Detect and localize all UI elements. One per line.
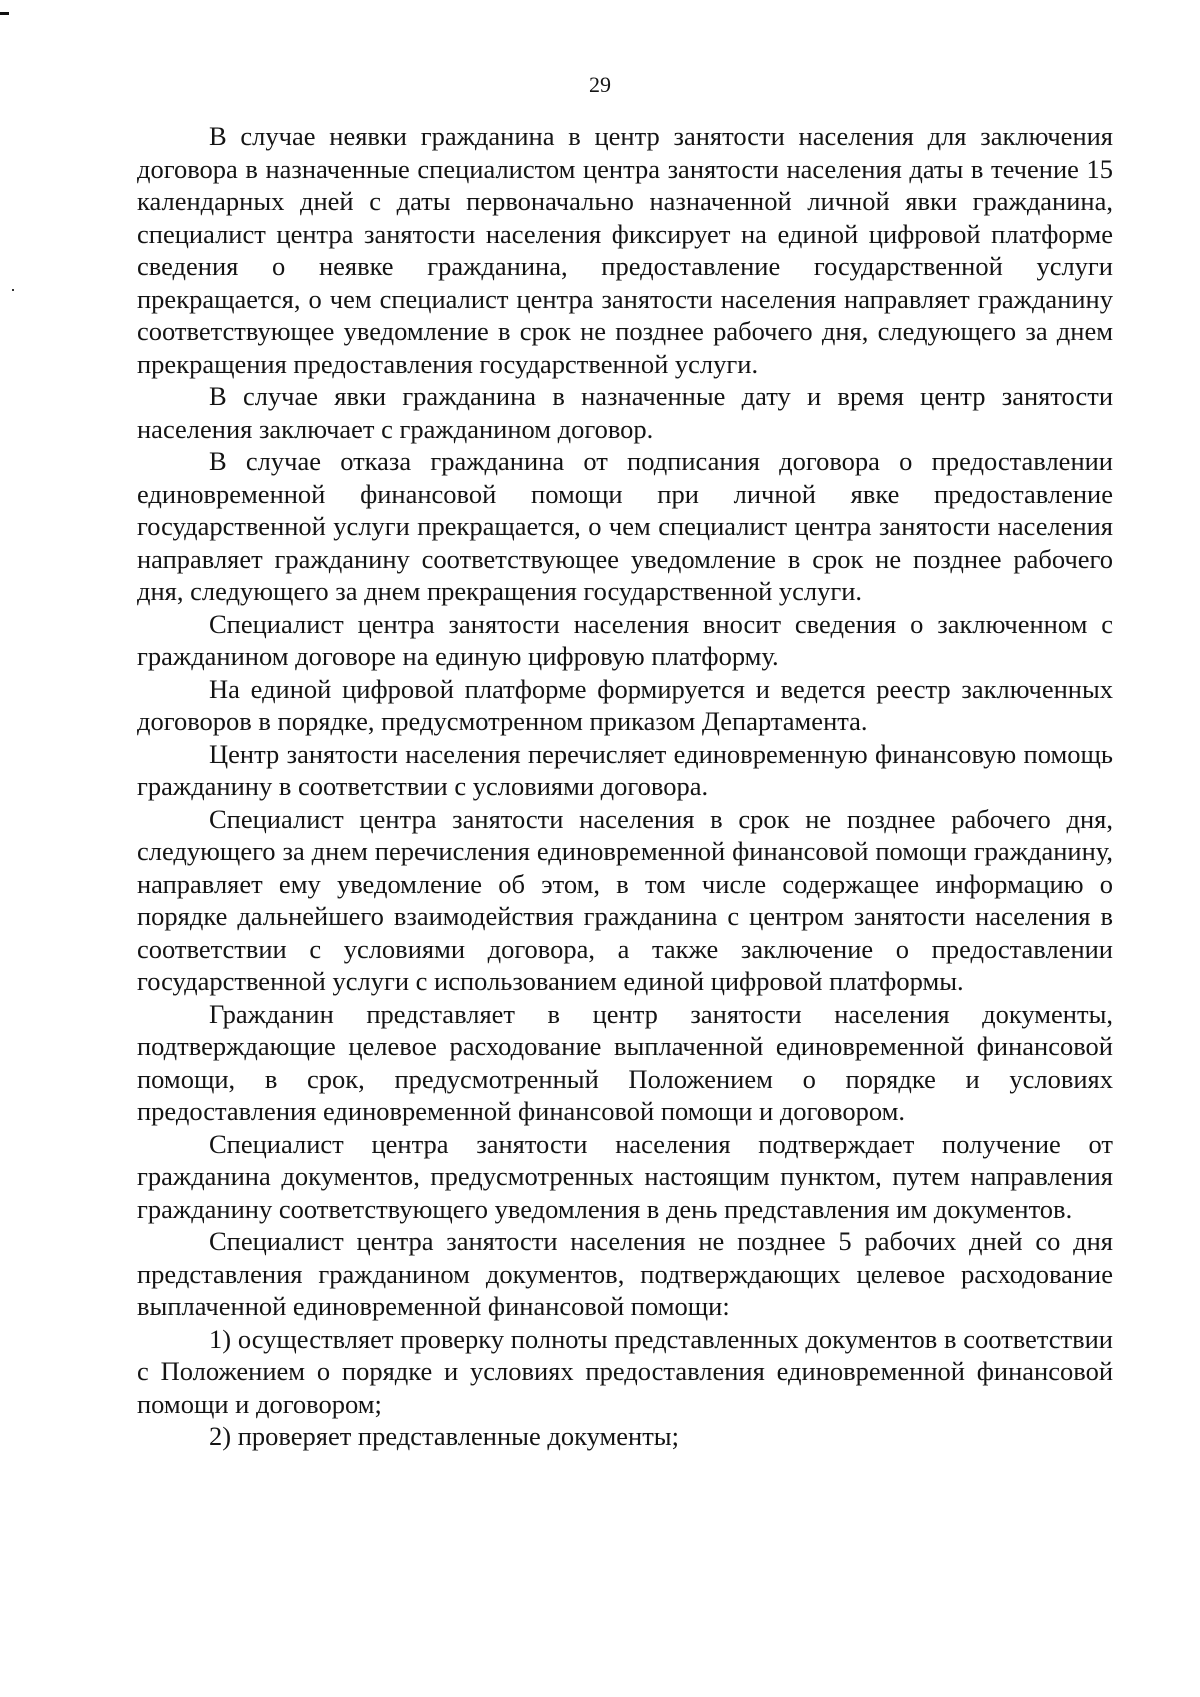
paragraph-notification: Специалист центра занятости населения в срок не позднее рабочего дня, следующего за днем перечисления единовременной финансовой помощи гражданину, направляет ему уведомление об этом, в том числе содержащее информацию о порядке дальнейшего взаимодействия гражданина с центром занятости населения в соответствии с условиями договора, а также заключение о предоставлении государственной услуги с использованием единой цифровой платформы.	[137, 803, 1113, 996]
scan-speck	[12, 289, 14, 291]
paragraph-no-show: В случае неявки гражданина в центр занятости населения для заключения договора в назначенные специалистом центра занятости населения даты в течение 15 календарных дней с даты первоначально назначенной личной явки гражданина, специалист центра занятости населения фиксирует на единой цифровой платформе сведения о неявке гражданина, предоставление государственной услуги прекращается, о чем специалист центра занятости населения направляет гражданину соответствующее уведомление в срок не позднее рабочего дня, следующего за днем прекращения предоставления государственной услуги.	[137, 121, 1113, 379]
paragraph-registry: На единой цифровой платформе формируется и ведется реестр заключенных договоров в порядке, предусмотренном приказом Департамента.	[137, 673, 1113, 736]
paragraph-register-info: Специалист центра занятости населения вносит сведения о заключенном с гражданином договоре на единую цифровую платформу.	[137, 608, 1113, 671]
list-item-1: 1) осуществляет проверку полноты представленных документов в соответствии с Положением о порядке и условиях предоставления единовременной финансовой помощи и договором;	[137, 1323, 1113, 1419]
document-body	[137, 120, 1113, 1453]
paragraph-documents: Гражданин представляет в центр занятости населения документы, подтверждающие целевое расходование выплаченной единовременной финансовой помощи, в срок, предусмотренный Положением о порядке и условиях предоставления единовременной финансовой помощи и договором.	[137, 998, 1113, 1126]
paragraph-refusal: В случае отказа гражданина от подписания договора о предоставлении единовременной финансовой помощи при личной явке предоставление государственной услуги прекращается, о чем специалист центра занятости населения направляет гражданину соответствующее уведомление в срок не позднее рабочего дня, следующего за днем прекращения государственной услуги.	[137, 446, 1113, 606]
paragraph-transfer: Центр занятости населения перечисляет единовременную финансовую помощь гражданину в соответствии с условиями договора.	[137, 738, 1113, 801]
list-item-2: 2) проверяет представленные документы;	[209, 1421, 679, 1451]
paragraph-review-period: Специалист центра занятости населения не позднее 5 рабочих дней со дня представления гражданином документов, подтверждающих целевое расходование выплаченной единовременной финансовой помощи:	[137, 1226, 1113, 1321]
page-number: 29	[589, 72, 611, 97]
scan-edge-mark	[0, 12, 9, 15]
paragraph-show-contract: В случае явки гражданина в назначенные дату и время центр занятости населения заключает с гражданином договор.	[137, 381, 1113, 444]
paragraph-confirmation: Специалист центра занятости населения подтверждает получение от гражданина документов, предусмотренных настоящим пунктом, путем направления гражданину соответствующего уведомления в день представления им документов.	[137, 1128, 1113, 1224]
